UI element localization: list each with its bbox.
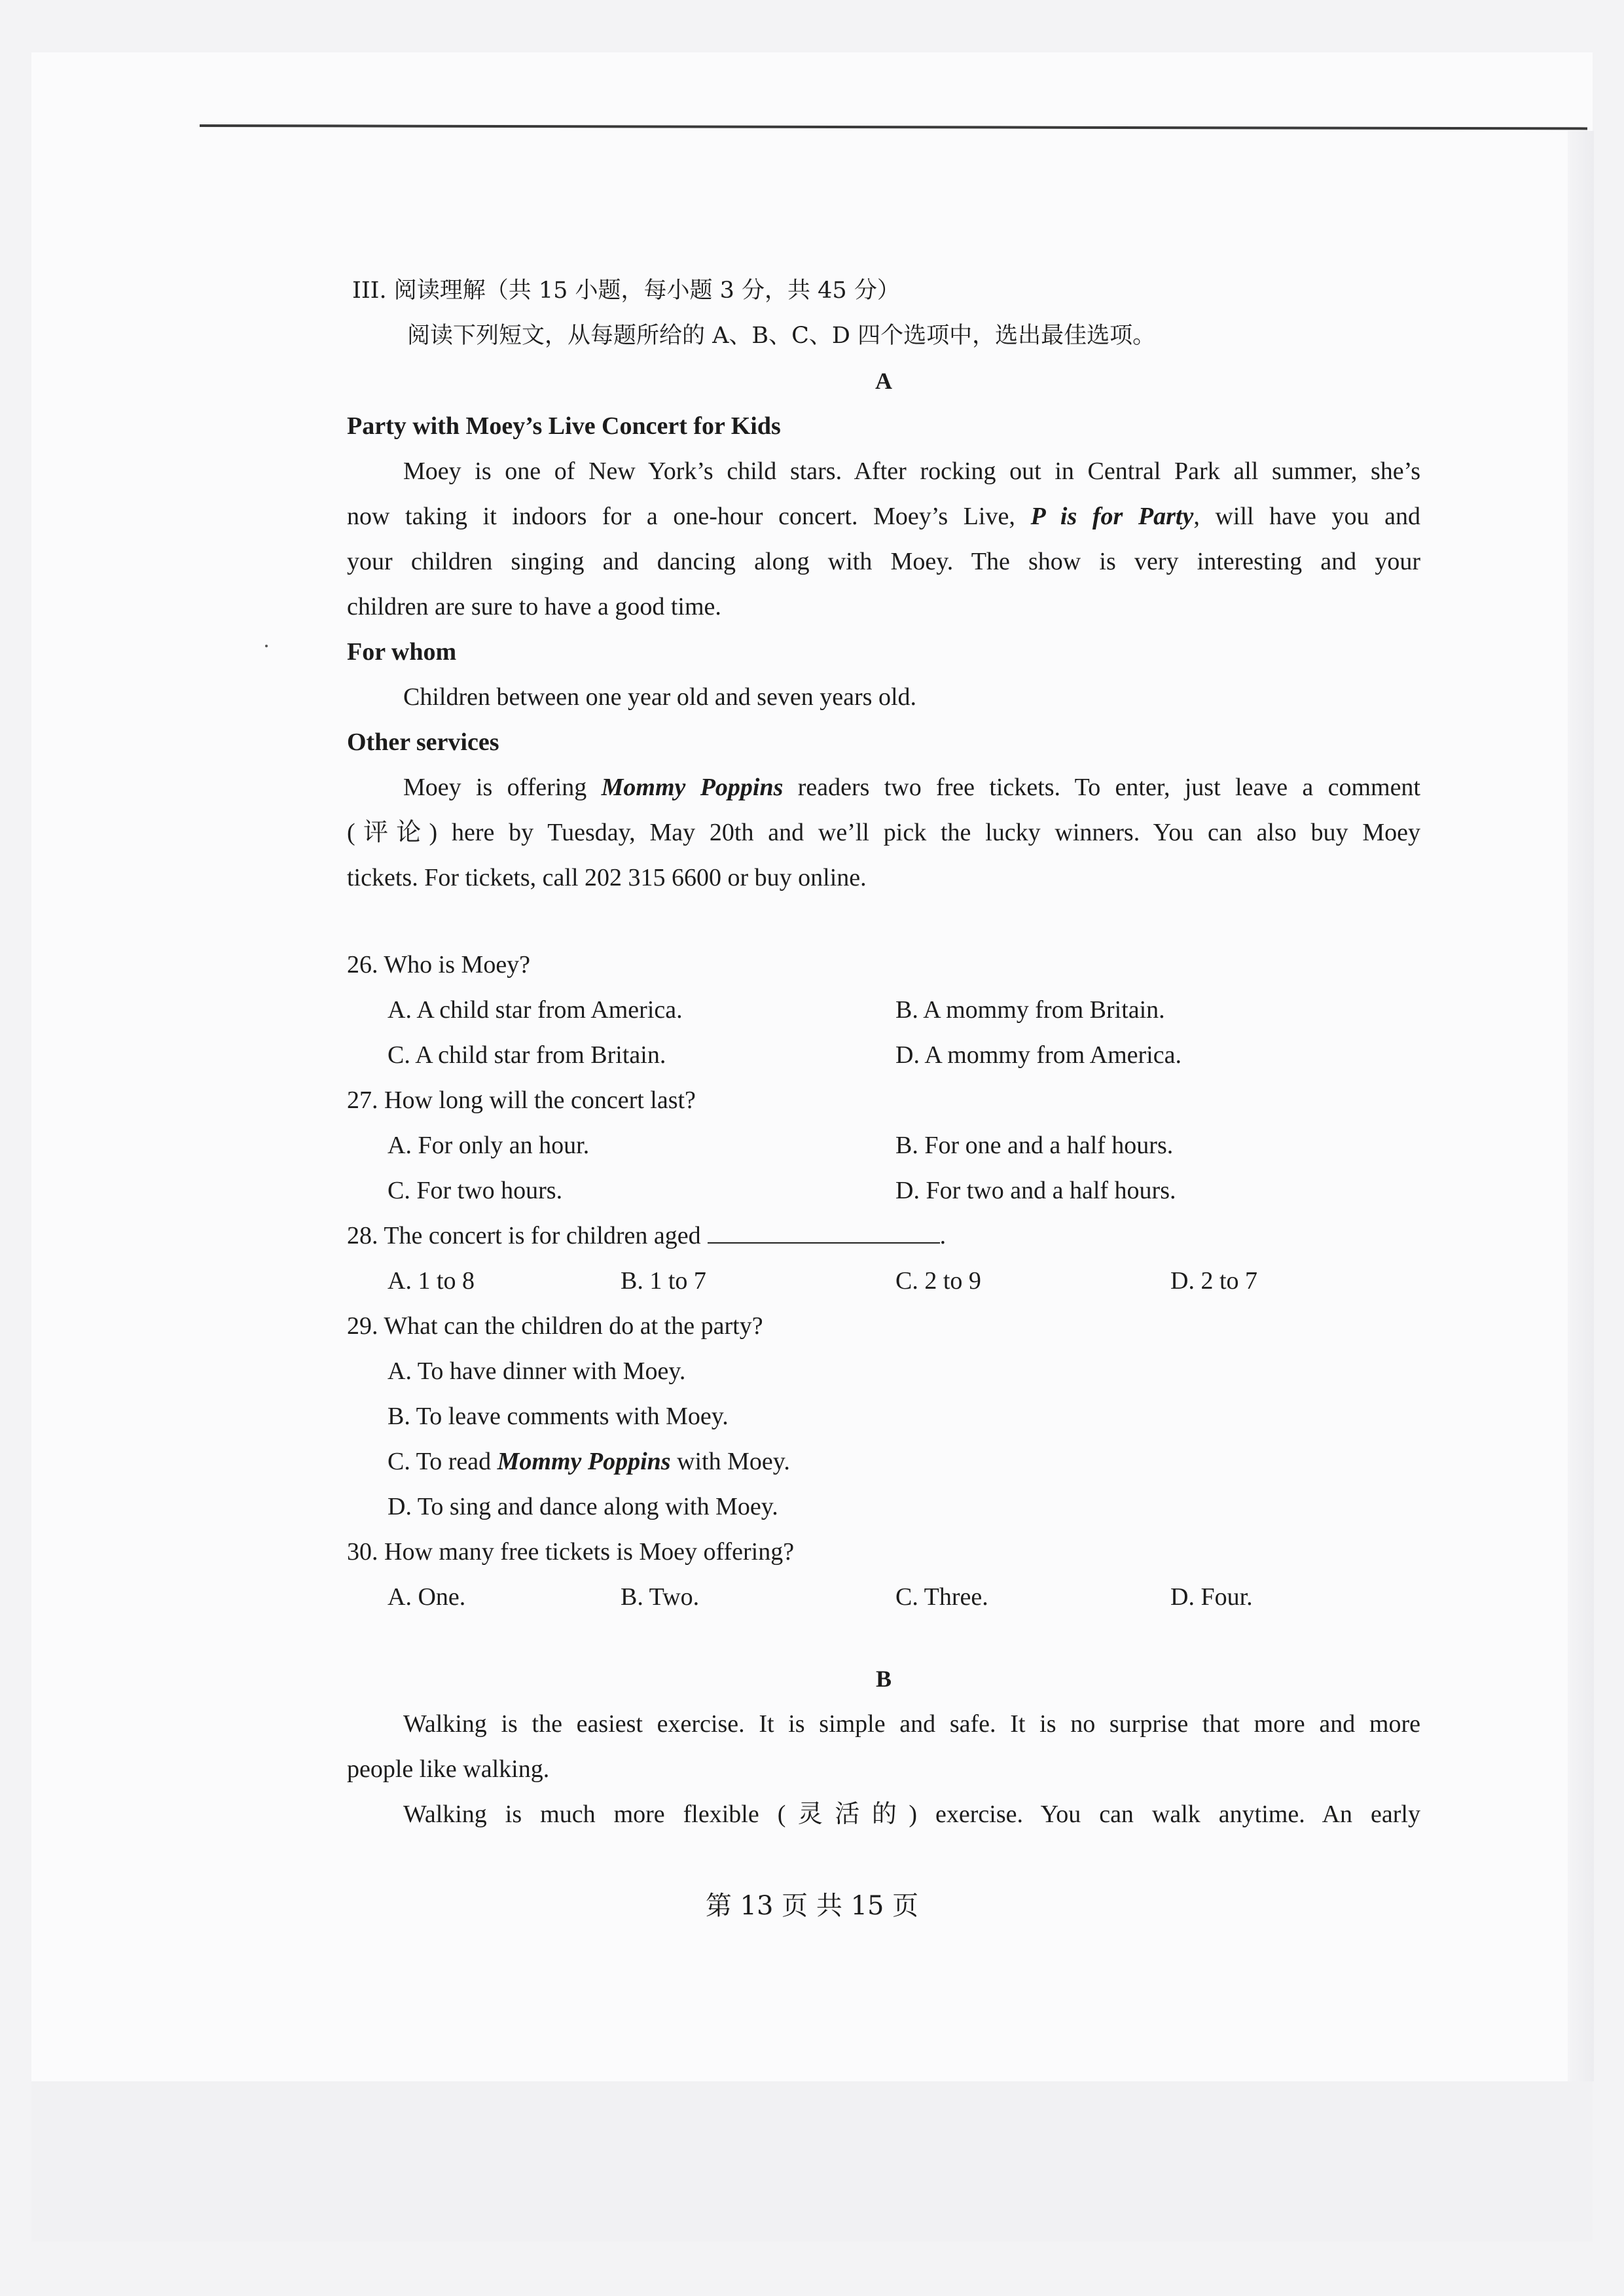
spacer: [347, 901, 1420, 942]
option-a[interactable]: A. To have dinner with Moey.: [388, 1357, 686, 1385]
passage-b-label: B: [875, 1666, 892, 1692]
question-stem: [347, 1213, 1420, 1259]
stem-text: 28. The concert is for children aged: [347, 1222, 701, 1249]
question-options: [347, 1168, 1420, 1213]
question-options: [347, 1575, 1420, 1620]
option-d[interactable]: D. 2 to 7: [1170, 1267, 1257, 1295]
passage-a-title: Party with Moey’s Live Concert for Kids: [347, 412, 781, 440]
paragraph-line: [347, 494, 1420, 539]
for-whom-text: Children between one year old and seven years old.: [403, 683, 917, 711]
option-c[interactable]: C. 2 to 9: [895, 1267, 981, 1295]
option-d[interactable]: D. Four.: [1170, 1583, 1253, 1611]
spacer: [347, 1620, 1420, 1657]
passage-a-paragraph: [347, 449, 1420, 630]
option-c[interactable]: C. A child star from Britain.: [388, 1041, 666, 1069]
option-b[interactable]: B. For one and a half hours.: [895, 1132, 1174, 1159]
text-run: with Moey.: [670, 1448, 790, 1475]
option-b[interactable]: B. A mommy from Britain.: [895, 996, 1165, 1024]
option-a[interactable]: A. For only an hour.: [388, 1132, 590, 1159]
show-title: P is for Party: [1030, 503, 1194, 530]
paragraph-line: [347, 765, 1420, 810]
page-edge-shadow: [1568, 131, 1594, 2081]
question-options: [347, 1033, 1420, 1078]
other-services-paragraph: [347, 765, 1420, 901]
paragraph-line: Walking is the easiest exercise. It is simple and safe. It is no surprise that more and more: [403, 1710, 1420, 1738]
question-stem: 30. How many free tickets is Moey offering?: [347, 1538, 795, 1566]
section-instruction: 阅读下列短文，从每题所给的 A、B、C、D 四个选项中，选出最佳选项。: [407, 323, 1156, 349]
paragraph-line: (评论) here by Tuesday, May 20th and we’ll pick the lucky winners. You can also buy Moey: [347, 819, 1420, 846]
option-b[interactable]: B. 1 to 7: [621, 1267, 706, 1295]
text-run: Moey is offering: [403, 774, 602, 801]
text-run: readers two free tickets. To enter, just leave a comment: [783, 774, 1420, 801]
question-options: [347, 988, 1420, 1033]
for-whom-heading: For whom: [347, 638, 457, 666]
question-options: [347, 1123, 1420, 1168]
text-run: C. To read: [388, 1448, 497, 1475]
passage-a-label: A: [875, 368, 892, 394]
page-footer: 第 13 页 共 15 页: [705, 1891, 919, 1921]
scan-bottom-margin: [31, 2081, 1593, 2242]
option-c[interactable]: C. Three.: [895, 1583, 988, 1611]
question-stem: 27. How long will the concert last?: [347, 1086, 696, 1114]
option-c[interactable]: [347, 1439, 1420, 1484]
passage-b-paragraph: [347, 1702, 1420, 1837]
question-stem: 29. What can the children do at the party?: [347, 1312, 763, 1340]
option-b[interactable]: B. Two.: [621, 1583, 700, 1611]
option-a[interactable]: A. 1 to 8: [388, 1267, 475, 1295]
stem-end: .: [939, 1222, 947, 1249]
section-heading: III. 阅读理解（共 15 小题，每小题 3 分，共 45 分）: [352, 278, 900, 304]
paragraph-line: your children singing and dancing along with Moey. The show is very interesting and your: [347, 548, 1420, 575]
publication-title: Mommy Poppins: [497, 1448, 671, 1475]
option-b[interactable]: B. To leave comments with Moey.: [388, 1403, 729, 1430]
text-run: , will have you and: [1193, 503, 1420, 530]
option-d[interactable]: D. For two and a half hours.: [895, 1177, 1176, 1204]
option-d[interactable]: D. To sing and dance along with Moey.: [388, 1493, 778, 1520]
other-services-heading: Other services: [347, 728, 499, 756]
option-d[interactable]: D. A mommy from America.: [895, 1041, 1182, 1069]
paragraph-line: tickets. For tickets, call 202 315 6600 or buy online.: [347, 864, 867, 891]
paragraph-line: children are sure to have a good time.: [347, 593, 721, 620]
option-c[interactable]: C. For two hours.: [388, 1177, 563, 1204]
paragraph-line: Walking is much more flexible (灵活的) exercise. You can walk anytime. An early: [403, 1801, 1420, 1828]
publication-title: Mommy Poppins: [601, 774, 784, 801]
exam-content: [347, 268, 1420, 1837]
text-run: now taking it indoors for a one-hour concert. Moey’s Live,: [347, 503, 1031, 530]
scan-speck: [265, 645, 268, 647]
paragraph-line: people like walking.: [347, 1755, 550, 1783]
option-a[interactable]: A. A child star from America.: [388, 996, 683, 1024]
question-stem: 26. Who is Moey?: [347, 951, 531, 978]
paragraph-line: Moey is one of New York’s child stars. After rocking out in Central Park all summer, she’s: [403, 457, 1420, 485]
option-a[interactable]: A. One.: [388, 1583, 466, 1611]
answer-blank: [708, 1219, 940, 1244]
question-options: [347, 1259, 1420, 1304]
